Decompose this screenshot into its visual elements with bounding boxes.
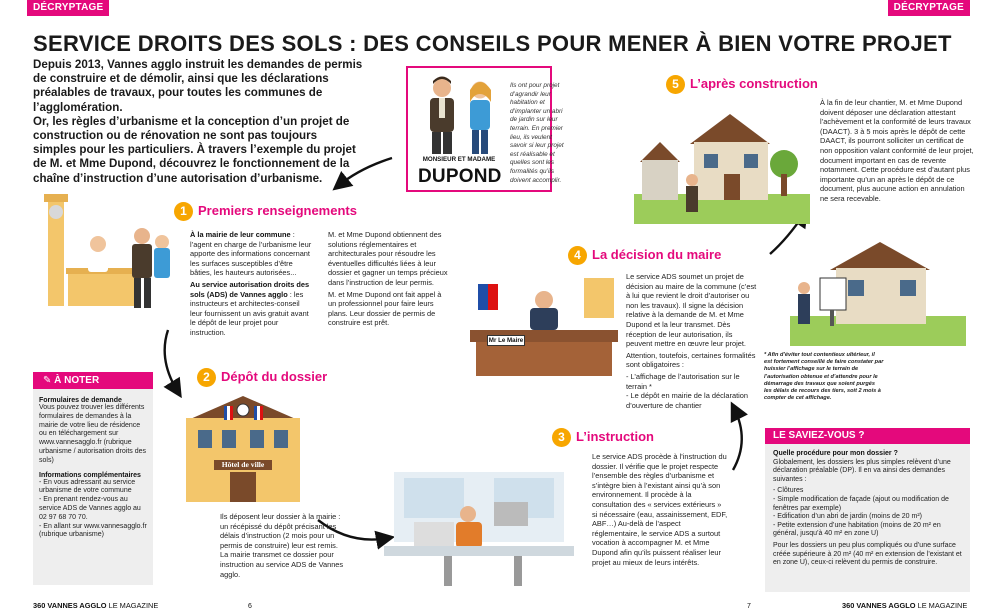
saviez-box [765,444,970,592]
note-item-2: - En prenant rendez-vous au service ADS de Vannes agglo au 02 97 68 70 70. [39,496,141,521]
intro-paragraph-1: Depuis 2013, Vannes agglo instruit les demandes de permis de construire et de démolir, ainsi que les déclarations préalables de travaux, pour toutes les communes de l’agglomération. [33,58,363,114]
footer-right [842,601,967,610]
step-1-heading [174,202,357,221]
ads-office-illustration [384,452,574,592]
dupond-label: MONSIEUR ET MADAME [422,156,496,163]
town-hall-sign: Hôtel de ville [221,460,265,469]
step-5-text: À la fin de leur chantier, M. et Mme Dupond doivent déposer une déclaration attestant l’achèvement et la conformité de leurs travaux (DAACT). 3 à 5 mois après le dépôt de cette DAACT, ils pourront solliciter un certificat de non opposition valant conformité de leur projet, document important en cas de revente notamment. Cette procédure est d’autant plus importante qu’un an après le dépôt de ce document, plus aucune action en annulation ne sera recevable. [820,98,974,203]
note-text-1: Vous pouvez trouver les différents formulaires de demandes à la mairie de votre lieu de résidence ou en téléchargement sur www.vannesagglo.fr (rubrique urbanisme / autorisation droits des sols) [39,404,146,464]
footer-right-brand: 360 VANNES AGGLO [842,601,916,610]
step-3-text: Le service ADS procède à l’instruction du dossier. Il vérifie que le projet respecte l’ensemble des règles d’urbanisme et s’intègre bien à l’existant ainsi qu’à son environnement. Il procède à la consultation des « services extérieurs » si nécessaire (eau, assainissement, EDF, ABF…) Au-delà de l’aspect réglementaire, le service ADS a surtout vocation à accompagner M. et Mme Dupond afin qu’ils puissent réaliser leur projet au mieux de leurs intérêts. [592,452,728,567]
step-1-title: Premiers renseignements [198,202,357,218]
step-2-number: 2 [197,368,216,387]
note-item-1: - En vous adressant au service urbanisme de votre commune [39,478,136,495]
intro-paragraph-2: Or, les règles d’urbanisme et la conception d’un projet de construction ou de rénovation ne sont pas toujours simples pour les particuliers. À travers l’exemple du projet de M. et Mme Dupond, découvrez le fonctionnement de la chaîne d’instruction d’une autorisation d’urbanisme. [33,114,356,185]
step-3-number: 3 [552,428,571,447]
note-heading-1: Formulaires de demande [39,397,122,404]
town-hall-illustration [178,392,308,502]
step-2-heading [197,368,327,387]
note-header-text: À NOTER [54,375,100,386]
note-item-3: - En allant sur www.vannesagglo.fr (rubrique urbanisme) [39,522,147,539]
footer-left-mag: LE MAGAZINE [108,601,159,610]
step-3-title: L’instruction [576,428,654,444]
footer-left-brand: 360 VANNES AGGLO [33,601,107,610]
saviez-header: LE SAVIEZ-VOUS ? [765,428,970,444]
mayor-desk-illustration [466,278,622,378]
saviez-intro: Globalement, les dossiers les plus simples relèvent d’une déclaration préalable (DP). Il en va ainsi des demandes suivantes : [773,458,951,483]
step-2-title: Dépôt du dossier [221,368,328,384]
step-1-para-2-text: : les instructeurs et architectes-conseil leur fournissent un avis gratuit avant le dépôt de leur projet pour instruction. [190,289,309,337]
step-1-para-2 [190,280,314,338]
step-4-heading [568,246,721,265]
mayor-desk-sign: Mr Le Maire [488,337,524,344]
footnote: * Afin d’éviter tout contentieux ultérieur, il est fortement conseillé de faire constater par huissier l’affichage sur le terrain de l’autorisation obtenue et d’attendre pour le démarrage des travaux que soient purgés les délais de recours des tiers, soit 2 mois à compter de cet affichage. [764,352,884,402]
step-5-number: 5 [666,75,685,94]
section-tag-left: DÉCRYPTAGE [27,0,109,16]
saviez-item-2: - Simple modification de façade (ajout ou modification de fenêtres par exemple) [773,495,949,512]
step-5-heading [666,75,818,94]
saviez-question: Quelle procédure pour mon dossier ? [773,450,898,457]
step-4-para: Le service ADS soumet un projet de décision au maire de la commune (c’est à lui que revient le droit d’autoriser ou non les travaux). Il signe la décision relative à la demande de M. et Mme Dupond et la leur transmet. Dès réception de leur autorisation, ils peuvent mettre en œuvre leur projet. [626,272,757,349]
footer-left [33,601,158,610]
step-4-number: 4 [568,246,587,265]
step-3-heading [552,428,654,447]
note-heading-2: Informations complémentaires [39,471,141,479]
step-4-bullet-1: - L’affichage de l’autorisation sur le terrain * [626,371,740,391]
step-1-para-1 [190,230,314,278]
saviez-item-1: - Clôtures [773,487,804,495]
permit-posting-illustration [790,236,966,346]
dupond-quote: Ils ont pour projet d’agrandir leur habitation et d’implanter un abri de jardin sur leur terrain. En premier lieu, ils veulent savoir si leur projet est réalisable et quelles sont les formalités qu’ils doivent accomplir. [510,82,564,184]
step-1-para-4: M. et Mme Dupond ont fait appel à un professionnel pour faire leurs plans. Leur dossier de permis de construire est prêt. [328,289,442,328]
step-5-title: L’après construction [690,75,818,91]
page-number-left: 6 [248,603,252,610]
step-1-para-1-bold: À la mairie de leur commune [190,230,291,239]
step-2-text: Ils déposent leur dossier à la mairie : un récépissé du dépôt précisant les délais d’instruction (2 mois pour un permis de construire) leur est remis. La mairie transmet ce dossier pour instruction au service ADS de Vannes agglo. [220,512,344,579]
dupond-name: DUPOND [418,166,502,187]
step-1-column-1 [190,230,314,340]
mairie-counter-illustration [38,190,170,320]
saviez-item-4: - Petite extension d’une habitation (moins de 20 m² en général, jusqu’à 40 m² en zone U) [773,521,941,538]
footer-right-mag: LE MAGAZINE [917,601,968,610]
page-title: SERVICE DROITS DES SOLS : DES CONSEILS POUR MENER À BIEN VOTRE PROJET [33,31,952,56]
step-1-column-2 [328,230,450,330]
section-tag-right: DÉCRYPTAGE [888,0,970,16]
step-4-bullet-2: - Le dépôt en mairie de la déclaration d’ouverture de chantier [626,391,749,410]
saviez-item-3: - Edification d’un abri de jardin (moins de 20 m²) [773,513,923,521]
step-1-para-1-text: : l’agent en charge de l’urbanisme leur apporte des informations concernant les surfaces susceptibles d’être bâties, les hauteurs autorisées... [190,230,312,278]
step-1-para-2-bold: Au service autorisation droits des sols (ADS) de Vannes agglo [190,279,310,299]
note-header: ✎ À NOTER [33,372,153,389]
step-1-para-3: M. et Mme Dupond obtiennent des solutions réglementaires et architecturales pour résoudre les éventuelles difficultés liées à leur dossier et gagner un temps précieux dans l’instruction de leur permis. [328,230,448,287]
step-4-attention: Attention, toutefois, certaines formalités sont obligatoires : [626,350,756,370]
page-number-right: 7 [747,603,751,610]
step-1-number: 1 [174,202,193,221]
saviez-outro: Pour les dossiers un peu plus compliqués ou d’une surface créée supérieure à 20 m² (40 m² en extension de l’existant et en zone U), ceux-ci relèvent du permis de construire. [773,541,962,567]
finished-house-illustration [634,104,810,224]
note-box [33,389,153,585]
step-4-text [626,272,758,410]
step-4-title: La décision du maire [592,246,722,262]
